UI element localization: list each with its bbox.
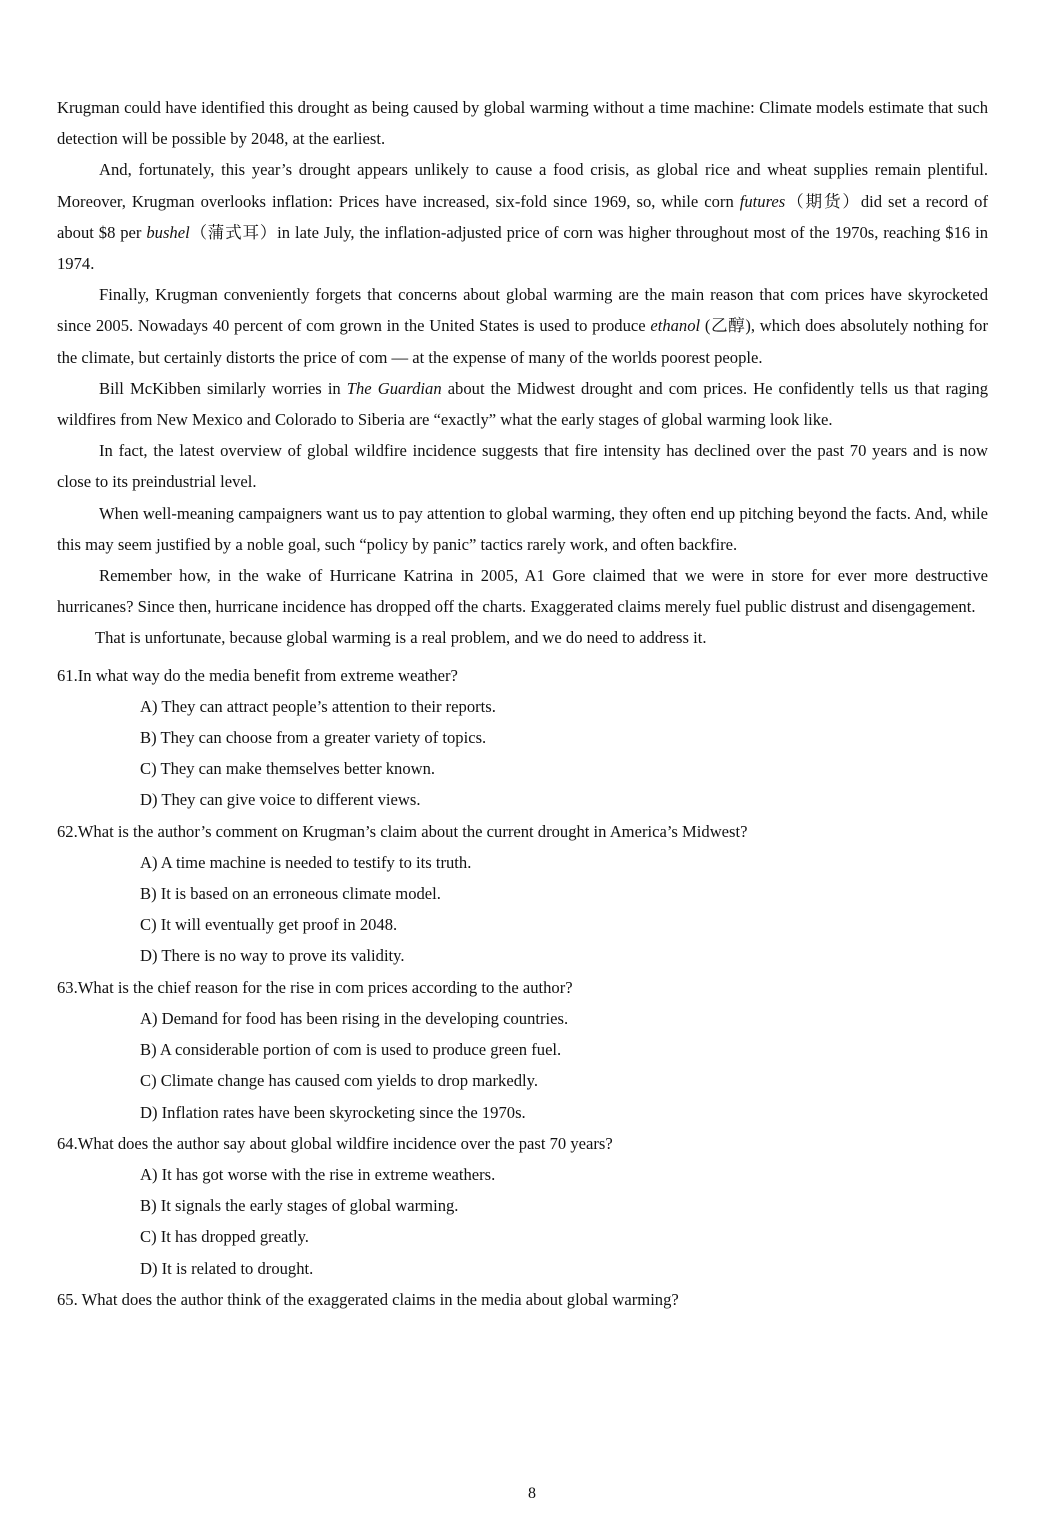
page-number: 8 <box>528 1485 536 1502</box>
passage-paragraph <box>57 373 988 435</box>
answer-option: A) They can attract people’s attention to their reports. <box>140 696 496 716</box>
paragraph-text: Bill McKibben similarly worries in <box>99 378 347 398</box>
paragraph-text: Krugman could have identified this drought as being caused by global warming without a time machine: Climate models estimate that such detection will be possible by 2048, at the earliest. <box>57 98 988 149</box>
paragraph-text: (乙醇), which does absolutely nothing for the climate, but certainly distorts the price of com — at the expense of many of the worlds poorest people. <box>57 316 988 367</box>
answer-option: B) It signals the early stages of global warming. <box>140 1196 459 1216</box>
paragraph-text: That is unfortunate, because global warming is a real problem, and we do need to address it. <box>95 628 707 648</box>
question-text: 61.In what way do the media benefit from extreme weather? <box>57 665 458 685</box>
answer-option: D) They can give voice to different views. <box>140 790 421 810</box>
answer-option: C) It has dropped greatly. <box>140 1227 309 1247</box>
answer-option: C) Climate change has caused com yields to drop markedly. <box>140 1071 538 1091</box>
answer-option: D) Inflation rates have been skyrocketing since the 1970s. <box>140 1102 526 1122</box>
question-block <box>57 816 988 972</box>
answer-option: B) A considerable portion of com is used to produce green fuel. <box>140 1040 562 1060</box>
answer-option: A) It has got worse with the rise in extreme weathers. <box>140 1164 496 1184</box>
passage-paragraph <box>57 498 988 560</box>
paragraph-text: When well-meaning campaigners want us to pay attention to global warming, they often end up pitching beyond the facts. And, while this may seem justified by a noble goal, such “policy by panic” tactics rarely work, and often backfire. <box>57 503 988 554</box>
passage-paragraph <box>57 560 988 622</box>
question-text: 64.What does the author say about global wildfire incidence over the past 70 years? <box>57 1133 613 1153</box>
question-block <box>57 660 988 816</box>
answer-option: B) They can choose from a greater variety of topics. <box>140 728 487 748</box>
question-block <box>57 972 988 1128</box>
question-block <box>57 1284 988 1315</box>
answer-options <box>57 847 988 972</box>
italic-term: The Guardian <box>346 378 442 398</box>
answer-options <box>57 1159 988 1284</box>
answer-option: D) It is related to drought. <box>140 1258 314 1278</box>
italic-term: ethanol <box>650 316 701 336</box>
paragraph-text: Finally, Krugman conveniently forgets that concerns about global warming are the main reason that com prices have skyrocketed since 2005. Nowadays 40 percent of com grown in the United States is used to produce <box>57 285 988 336</box>
answer-option: A) A time machine is needed to testify to its truth. <box>140 852 472 872</box>
question-text: 63.What is the chief reason for the rise in com prices according to the author? <box>57 977 573 997</box>
passage-paragraph <box>57 435 988 497</box>
passage-paragraph <box>57 154 988 279</box>
question-text: 65. What does the author think of the exaggerated claims in the media about global warming? <box>57 1289 679 1309</box>
passage-paragraph <box>57 622 988 653</box>
paragraph-text: In fact, the latest overview of global wildfire incidence suggests that fire intensity has declined over the past 70 years and is now close to its preindustrial level. <box>57 441 988 492</box>
paragraph-text: Remember how, in the wake of Hurricane Katrina in 2005, A1 Gore claimed that we were in store for ever more destructive hurricanes? Since then, hurricane incidence has dropped off the charts. Exaggerated claims merely fuel public distrust and disengagement. <box>57 566 988 617</box>
paragraph-text: about the Midwest drought and com prices. He confidently tells us that raging wildfires from New Mexico and Colorado to Siberia are “exactly” what the early stages of global warming look like. <box>57 378 988 430</box>
question-list <box>57 660 988 1315</box>
passage-paragraph <box>57 279 988 373</box>
question-text: 62.What is the author’s comment on Krugman’s claim about the current drought in America’s Midwest? <box>57 821 748 841</box>
answer-option: A) Demand for food has been rising in the developing countries. <box>140 1008 569 1028</box>
answer-options <box>57 1003 988 1128</box>
answer-options <box>57 691 988 816</box>
answer-option: B) It is based on an erroneous climate model. <box>140 884 441 904</box>
answer-option: C) It will eventually get proof in 2048. <box>140 915 398 935</box>
paragraph-text: And, fortunately, this year’s drought appears unlikely to cause a food crisis, as global rice and wheat supplies remain plentiful. Moreover, Krugman overlooks inflation: Prices have increased, six-fold since 1969, so, while corn <box>57 160 988 211</box>
paragraph-text: （蒲式耳）in late July, the inflation-adjusted price of corn was higher throughout most of the 1970s, reaching $16 in 1974. <box>57 222 988 274</box>
question-block <box>57 1128 988 1284</box>
passage-paragraph <box>57 92 988 154</box>
answer-option: D) There is no way to prove its validity. <box>140 946 405 966</box>
answer-option: C) They can make themselves better known. <box>140 759 436 779</box>
italic-term: futures <box>739 191 786 211</box>
italic-term: bushel <box>146 222 190 242</box>
document-page <box>57 92 988 1315</box>
reading-passage <box>57 92 988 654</box>
paragraph-text: （期货）did set a record of about $8 per <box>57 191 988 242</box>
